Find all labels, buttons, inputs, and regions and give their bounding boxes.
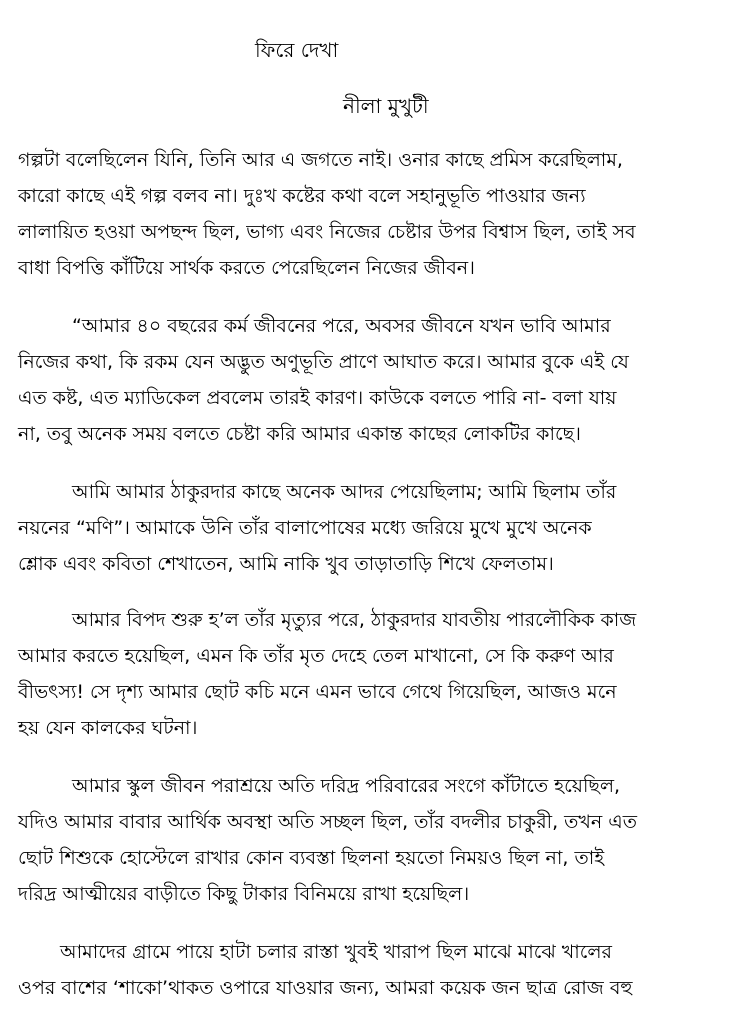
text-line: আমি আমার ঠাকুরদার কাছে অনেক আদর পেয়েছিলাম; আমি ছিলাম তাঁর [72, 481, 617, 503]
text-line: বীভৎস্য! সে দৃশ্য আমার ছোট কচি মনে এমন ভাবে গেথে গিয়েছিল, আজও মনে [18, 681, 617, 703]
text-line: দরিদ্র আত্মীয়ের বাড়ীতে কিছু টাকার বিনিময়ে রাখা হয়েছিল। [18, 883, 470, 905]
text-line: হয় যেন কালকের ঘটনা। [18, 717, 198, 739]
text-line: না, তবু অনেক সময় বলতে চেষ্টা করি আমার একান্ত কাছের লোকটির কাছে। [18, 423, 581, 445]
text-line: আমার স্কুল জীবন পরাশ্রয়ে অতি দরিদ্র পরিবারের সংগে কাঁটাতে হয়েছিল, [72, 775, 621, 797]
text-line: ছোট শিশুকে হোস্টেলে রাখার কোন ব্যবস্তা ছিলনা হয়তো নিময়ও ছিল না, তাই [18, 847, 605, 869]
text-line: যদিও আমার বাবার আর্থিক অবস্থা অতি সচ্ছল ছিল, তাঁর বদলীর চাকুরী, তখন এত [18, 811, 637, 833]
text-line: আমার বিপদ শুরু হ’ল তাঁর মৃত্যুর পরে, ঠাকুরদার যাবতীয় পারলৌকিক কাজ [72, 609, 637, 631]
text-line: আমাদের গ্রামে পায়ে হাটা চলার রাস্তা খুবই খারাপ ছিল মাঝে মাঝে খালের [60, 941, 613, 963]
text-line: কারো কাছে এই গল্প বলব না। দুঃখ কষ্টের কথা বলে সহানুভূতি পাওয়ার জন্য [18, 185, 586, 207]
author-name: নীলা মুখুটী [343, 94, 429, 118]
text-line: এত কষ্ট, এত ম্যাডিকেল প্রবলেম তারই কারণ। কাউকে বলতে পারি না- বলা যায় [18, 387, 617, 409]
text-line: আমার করতে হয়েছিল, এমন কি তাঁর মৃত দেহে তেল মাখানো, সে কি করুণ আর [18, 645, 614, 667]
text-line: নয়নের “মণি”। আমাকে উনি তাঁর বালাপোষের মধ্যে জরিয়ে মুখে মুখে অনেক [18, 517, 592, 539]
text-line: “আমার ৪০ বছরের কর্ম জীবনের পরে, অবসর জীবনে যখন ভাবি আমার [72, 315, 611, 337]
text-line: শ্লোক এবং কবিতা শেখাতেন, আমি নাকি খুব তাড়াতাড়ি শিখে ফেলতাম। [18, 553, 554, 575]
text-line: বাধা বিপত্তি কাঁটিয়ে সার্থক করতে পেরেছিলেন নিজের জীবন। [18, 257, 475, 279]
text-line: গল্পটা বলেছিলেন যিনি, তিনি আর এ জগতে নাই। ওনার কাছে প্রমিস করেছিলাম, [18, 149, 623, 171]
text-line: নিজের কথা, কি রকম যেন অদ্ভুত অণুভূতি প্রাণে আঘাত করে। আমার বুকে এই যে [18, 351, 629, 373]
text-line: লালায়িত হওয়া অপছন্দ ছিল, ভাগ্য এবং নিজের চেষ্টার উপর বিশ্বাস ছিল, তাই সব [18, 221, 636, 243]
document-title: ফিরে দেখা [255, 38, 339, 62]
text-line: ওপর বাশের ‘শাকো’থাকত ওপারে যাওয়ার জন্য, আমরা কয়েক জন ছাত্র রোজ বহু [18, 977, 633, 999]
